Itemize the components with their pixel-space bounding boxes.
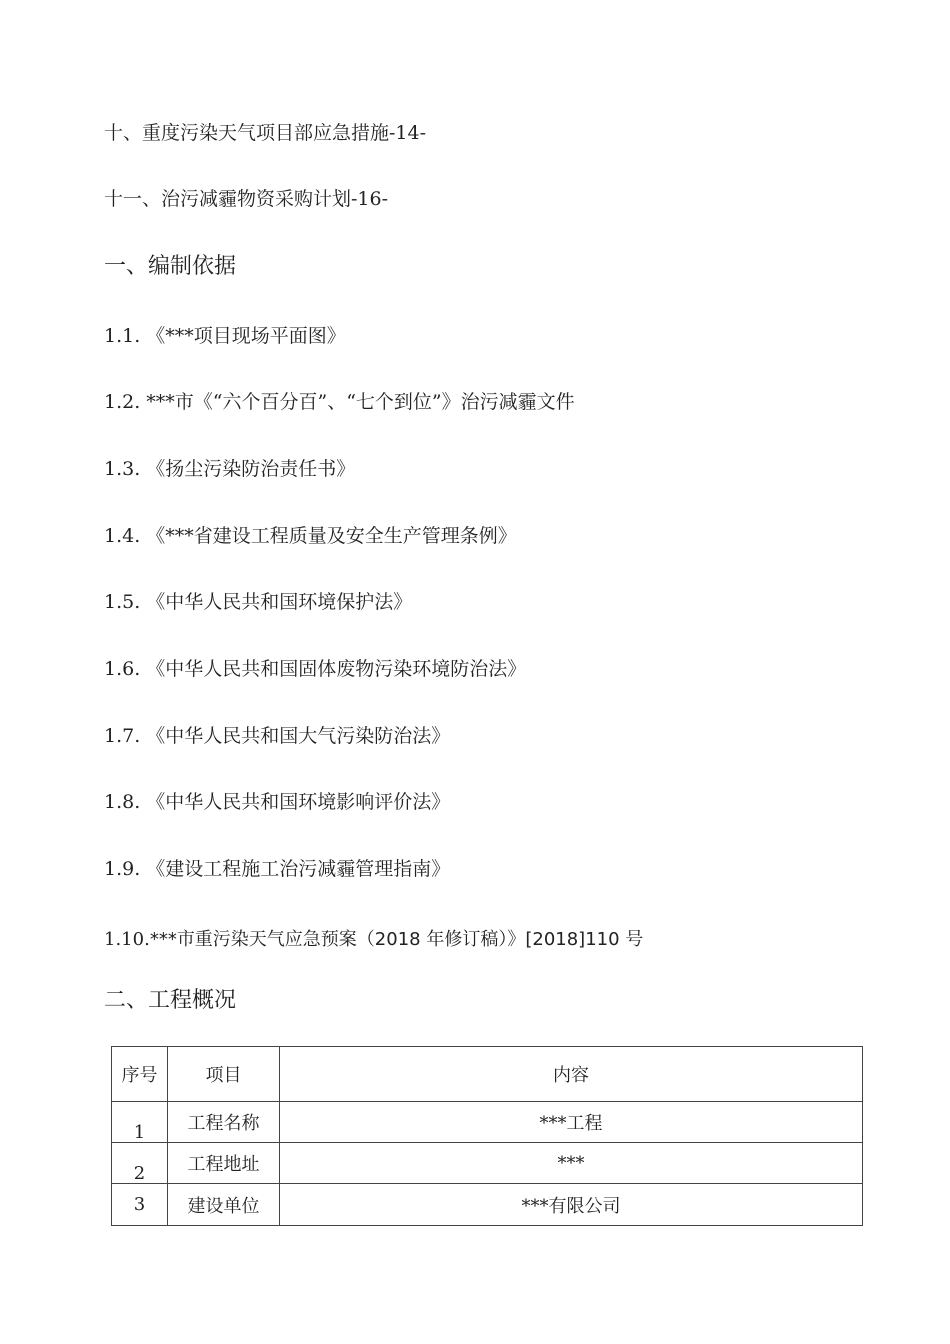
- row-no-cell: [112, 1102, 168, 1143]
- basis-item-4: 1.4. 《***省建设工程质量及安全生产管理条例》: [104, 525, 517, 547]
- table-row: [112, 1184, 863, 1226]
- table-header-row: [112, 1047, 863, 1102]
- row-content-cell: ***工程: [280, 1102, 863, 1143]
- basis-item-10-number: 1.10.: [104, 929, 150, 950]
- project-overview-table: [111, 1046, 863, 1226]
- basis-item-3: 1.3. 《扬尘污染防治责任书》: [104, 458, 356, 480]
- basis-item-10-text: ***市重污染天气应急预案（2018 年修订稿）》[2018]110 号: [149, 929, 644, 950]
- section-heading-basis: 一、编制依据: [104, 254, 237, 279]
- header-cell-no: 序号: [112, 1047, 168, 1102]
- row-no-cell: [112, 1143, 168, 1184]
- row-content-cell: ***有限公司: [280, 1184, 863, 1226]
- toc-entry-11[interactable]: 十一、治污减霾物资采购计划-16-: [104, 188, 389, 210]
- section-heading-overview: 二、工程概况: [104, 988, 237, 1013]
- table-row: [112, 1102, 863, 1143]
- row-no-cell: 3: [112, 1184, 168, 1226]
- basis-item-6: 1.6. 《中华人民共和国固体废物污染环境防治法》: [104, 658, 527, 680]
- basis-item-7: 1.7. 《中华人民共和国大气污染防治法》: [104, 725, 451, 747]
- basis-item-1: 1.1. 《***项目现场平面图》: [104, 325, 346, 347]
- basis-item-10: [104, 927, 643, 952]
- basis-item-9: 1.9. 《建设工程施工治污减霾管理指南》: [104, 858, 451, 880]
- header-cell-content: 内容: [280, 1047, 863, 1102]
- row-no: 1: [133, 1121, 146, 1143]
- header-cell-item: 项目: [168, 1047, 280, 1102]
- row-content-cell: ***: [280, 1143, 863, 1184]
- toc-entry-10[interactable]: 十、重度污染天气项目部应急措施-14-: [104, 122, 427, 144]
- table-row: [112, 1143, 863, 1184]
- row-item-cell: 工程地址: [168, 1143, 280, 1184]
- basis-item-2: 1.2. ***市《“六个百分百”、“七个到位”》治污减霾文件: [104, 391, 575, 413]
- row-item-cell: 工程名称: [168, 1102, 280, 1143]
- row-no: 2: [133, 1162, 146, 1184]
- basis-item-8: 1.8. 《中华人民共和国环境影响评价法》: [104, 791, 451, 813]
- row-item-cell: 建设单位: [168, 1184, 280, 1226]
- basis-item-5: 1.5. 《中华人民共和国环境保护法》: [104, 591, 413, 613]
